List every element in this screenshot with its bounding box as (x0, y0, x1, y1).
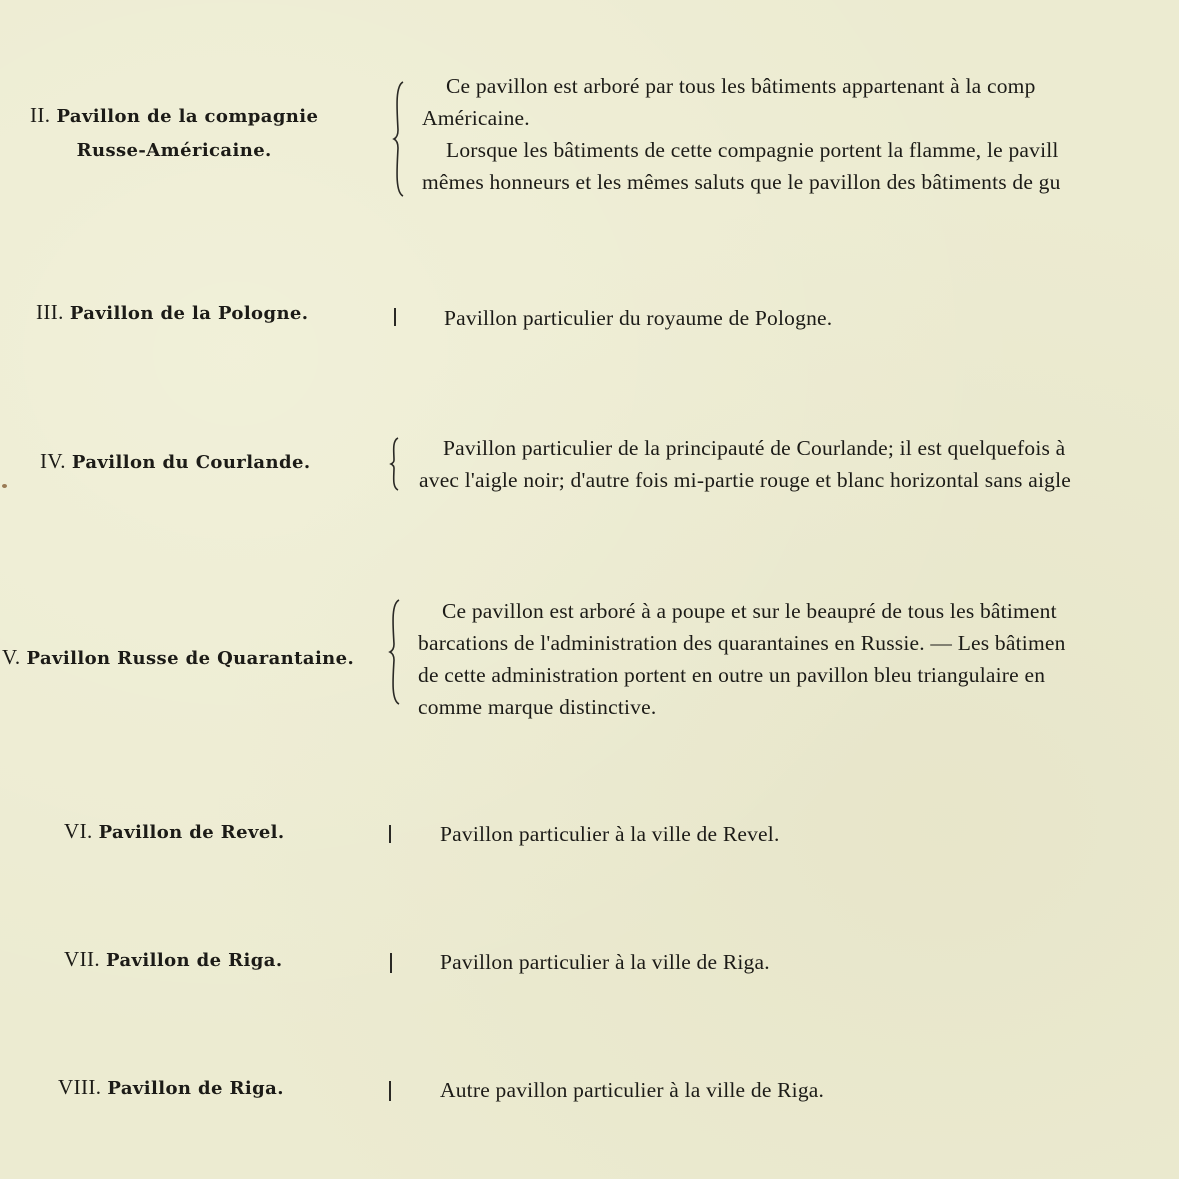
entry-number: III. (36, 300, 64, 324)
description-line: de cette administration portent en outre un pavillon bleu triangulaire en (418, 663, 1046, 687)
description-line: Ce pavillon est arboré par tous les bâtiments appartenant à la comp (446, 74, 1036, 98)
entry-title (30, 98, 318, 168)
entry-number: II. (30, 103, 51, 127)
entry-number: IV. (40, 449, 66, 473)
description-line: Pavillon particulier de la principauté de Courlande; il est quelquefois à (443, 436, 1066, 460)
paper-speck (2, 484, 7, 488)
description-line: mêmes honneurs et les mêmes saluts que le pavillon des bâtiments de gu (422, 170, 1061, 194)
entry-title (40, 444, 311, 480)
bracket-bar (389, 825, 391, 843)
entry-title-line: Pavillon de la Pologne. (69, 303, 309, 324)
entry-title-line: Pavillon du Courlande. (71, 452, 311, 473)
entry-description (419, 432, 1071, 496)
entry-description (418, 595, 1066, 723)
entry-description (416, 818, 780, 850)
entry-description (416, 946, 770, 978)
entry-title-line: Pavillon de Revel. (98, 822, 285, 843)
description-line: avec l'aigle noir; d'autre fois mi-partie rouge et blanc horizontal sans aigle (419, 468, 1071, 492)
entry-title-line: Pavillon Russe de Quarantaine. (26, 648, 355, 669)
entry-title (2, 640, 354, 676)
description-line: Pavillon particulier à la ville de Riga. (440, 950, 770, 974)
entry-title-line: Pavillon de Riga. (106, 950, 283, 971)
entry-description (422, 70, 1061, 198)
description-line: Lorsque les bâtiments de cette compagnie portent la flamme, le pavill (446, 138, 1059, 162)
description-line: comme marque distinctive. (418, 695, 657, 719)
entry-title-line: Pavillon de la compagnie (56, 106, 319, 127)
entry-title (58, 1070, 284, 1106)
curly-brace (392, 80, 406, 198)
bracket-bar (394, 308, 396, 326)
entry-description (420, 302, 832, 334)
curly-brace (388, 436, 402, 492)
entry-title (64, 942, 282, 978)
entry-description (416, 1074, 824, 1106)
description-line: Américaine. (422, 106, 530, 130)
bracket-bar (389, 1081, 391, 1101)
description-line: Pavillon particulier à la ville de Revel. (440, 822, 780, 846)
description-line: Pavillon particulier du royaume de Pologne. (444, 306, 833, 330)
description-line: barcations de l'administration des quarantaines en Russie. — Les bâtimen (418, 631, 1066, 655)
entry-title-line: Pavillon de Riga. (107, 1078, 284, 1099)
entry-title (36, 295, 308, 331)
entry-number: V. (2, 645, 21, 669)
entry-number: VIII. (58, 1075, 102, 1099)
curly-brace (388, 598, 402, 706)
entry-number: VI. (64, 819, 93, 843)
entry-title (64, 814, 285, 850)
entry-title-line: Russe-Américaine. (76, 140, 272, 161)
description-line: Ce pavillon est arboré à a poupe et sur le beaupré de tous les bâtiment (442, 599, 1057, 623)
entry-number: VII. (64, 947, 101, 971)
description-line: Autre pavillon particulier à la ville de Riga. (440, 1078, 825, 1102)
bracket-bar (390, 953, 392, 973)
